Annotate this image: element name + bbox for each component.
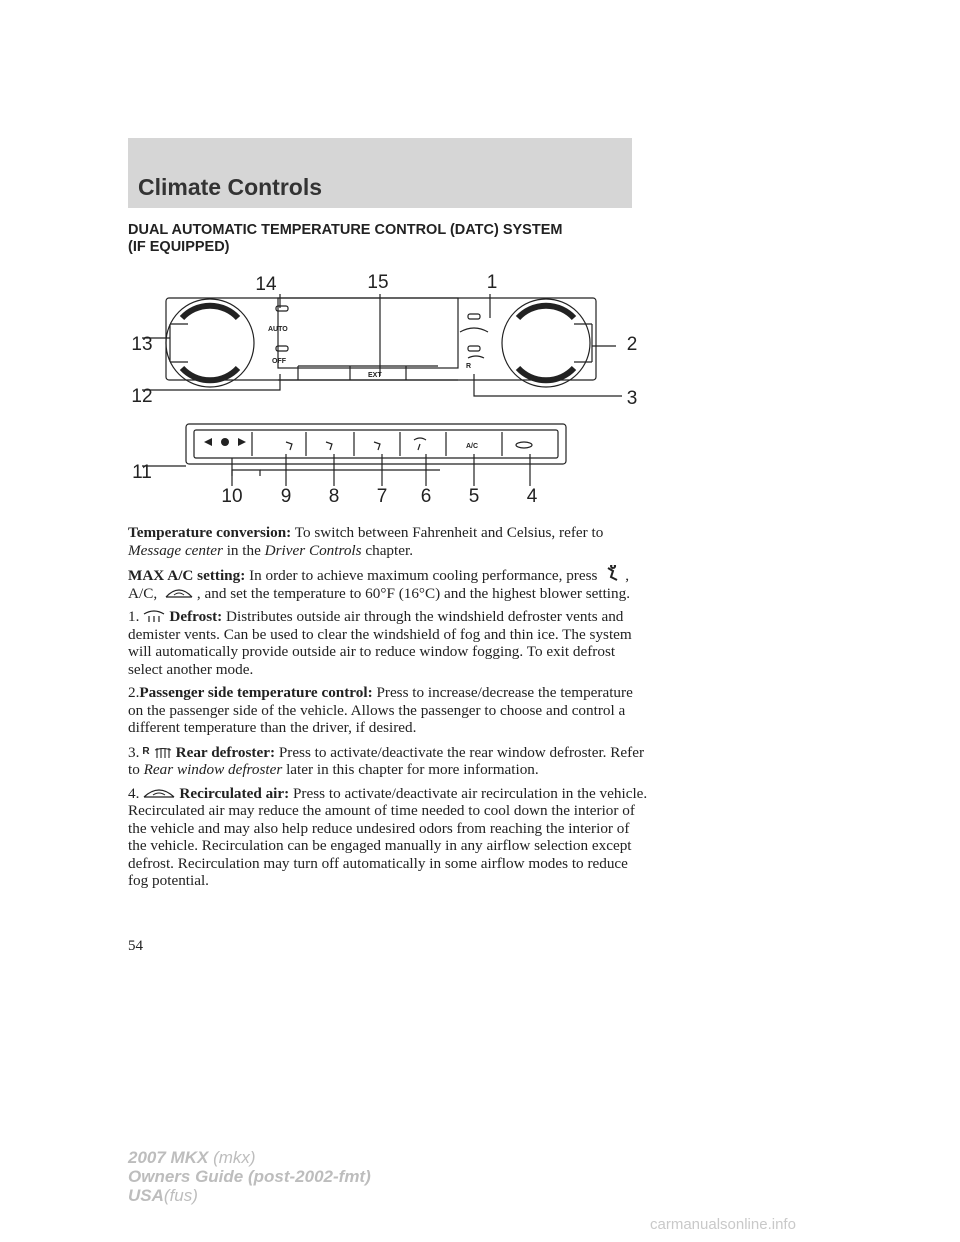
callout-14: 14 xyxy=(255,274,277,295)
item-4-label: Recirculated air: xyxy=(179,784,290,802)
callout-6: 6 xyxy=(420,486,432,507)
callout-1: 1 xyxy=(486,272,498,293)
defrost-icon xyxy=(142,608,166,624)
page-number: 54 xyxy=(128,938,143,954)
max-ac-text3: , and set the temperature to 60°F (16°C) and the highest blower setting. xyxy=(196,584,631,602)
ext-label: EXT xyxy=(368,372,382,379)
item-1-number: 1. xyxy=(128,608,140,625)
callout-4: 4 xyxy=(526,486,538,507)
message-center-ref: Message center xyxy=(128,541,223,559)
callout-5: 5 xyxy=(468,486,480,507)
item-1-label: Defrost: xyxy=(169,608,223,625)
callout-8: 8 xyxy=(328,486,340,507)
footer-market: USA xyxy=(128,1186,164,1205)
item-3-label: Rear defroster: xyxy=(175,743,276,761)
rear-label: R xyxy=(466,363,472,370)
passenger-temp-knob xyxy=(502,299,590,387)
recirculation-icon xyxy=(142,787,176,801)
rear-window-defroster-ref: Rear window defroster xyxy=(143,761,283,778)
footer-market-code: (fus) xyxy=(163,1186,198,1205)
driver-controls-ref: Driver Controls xyxy=(264,541,362,559)
callout-10: 10 xyxy=(221,486,243,507)
item-3-number: 3. xyxy=(128,743,140,761)
item-3-text1: Press to activate/deactivate the rear window defroster. Refer to xyxy=(128,743,645,778)
rear-defrost-icon: R xyxy=(142,745,150,757)
callout-2: 2 xyxy=(626,334,638,355)
item-2-label: Passenger side temperature control: xyxy=(139,684,373,701)
climate-panel-diagram xyxy=(128,258,648,520)
max-ac-text1: In order to achieve maximum cooling performance, press xyxy=(249,567,602,584)
callout-12: 12 xyxy=(131,386,153,407)
item-4-number: 4. xyxy=(128,784,140,802)
page-title: Climate Controls xyxy=(138,174,323,200)
max-ac-label: MAX A/C setting: xyxy=(128,567,246,584)
temp-conversion-label: Temperature conversion: xyxy=(128,524,292,541)
temp-conversion-text: To switch between Fahrenheit and Celsius, refer to xyxy=(294,524,604,541)
footer-model-code: (mkx) xyxy=(213,1148,256,1167)
footer-guide: Owners Guide (post-2002-fmt) xyxy=(128,1167,371,1186)
callout-3: 3 xyxy=(626,388,638,409)
driver-temp-knob xyxy=(166,299,254,387)
callout-9: 9 xyxy=(280,486,292,507)
watermark: carmanualsonline.info xyxy=(650,1216,796,1233)
section-heading-line2: (IF EQUIPPED) xyxy=(128,239,230,255)
off-label: OFF xyxy=(272,358,286,365)
temp-conversion-text3: chapter. xyxy=(361,541,414,559)
rear-window-icon xyxy=(153,746,173,760)
auto-label: AUTO xyxy=(268,326,288,333)
footer-model: 2007 MKX xyxy=(128,1148,209,1167)
item-3-text2: later in this chapter for more information. xyxy=(282,761,539,778)
temp-conversion-text2: in the xyxy=(222,541,265,559)
callout-11: 11 xyxy=(132,462,152,483)
body-text xyxy=(128,524,648,896)
item-2-number: 2. xyxy=(128,684,140,701)
item-2-passenger-temp xyxy=(128,684,648,737)
item-4-recirculated-air xyxy=(128,785,648,890)
temp-conversion-paragraph xyxy=(128,524,648,559)
display-frame xyxy=(278,298,458,368)
section-heading xyxy=(128,222,648,256)
ac-label: A/C xyxy=(466,443,479,450)
recirculation-icon xyxy=(164,587,194,601)
item-1-defrost xyxy=(128,608,648,678)
item-4-text: Press to activate/deactivate air recirculation in the vehicle. Recirculated air may reduce the amount of time needed to cool down the interior of the vehicle and may also help reduce undesired odors from reaching the interior of the vehicle. Recirculation can be engaged manually in any airflow selection except defrost. Recirculation may turn off automatically in some airflow modes to reduce fog potential. xyxy=(128,784,648,889)
callout-7: 7 xyxy=(376,486,388,507)
item-1-text: Distributes outside air through the windshield defroster vents and demister vents. Can be used to clear the windshield of fog and thin ice. The system will automatically provide outside air to reduce window fogging. To exit defrost select another mode. xyxy=(128,608,632,678)
max-ac-paragraph xyxy=(128,565,648,602)
item-2-text: Press to increase/decrease the temperature on the passenger side of the vehicle. Allows the passenger to choose and control a different temperature than the driver, if desired. xyxy=(128,684,633,736)
section-heading-line1: DUAL AUTOMATIC TEMPERATURE CONTROL (DATC) SYSTEM xyxy=(128,222,563,238)
callout-15: 15 xyxy=(367,272,389,293)
max-ac-text2: , A/C, xyxy=(128,567,629,602)
panel-floor-airflow-icon xyxy=(604,565,622,583)
item-3-rear-defroster xyxy=(128,743,648,779)
footer xyxy=(128,1148,371,1205)
callout-13: 13 xyxy=(131,334,153,355)
